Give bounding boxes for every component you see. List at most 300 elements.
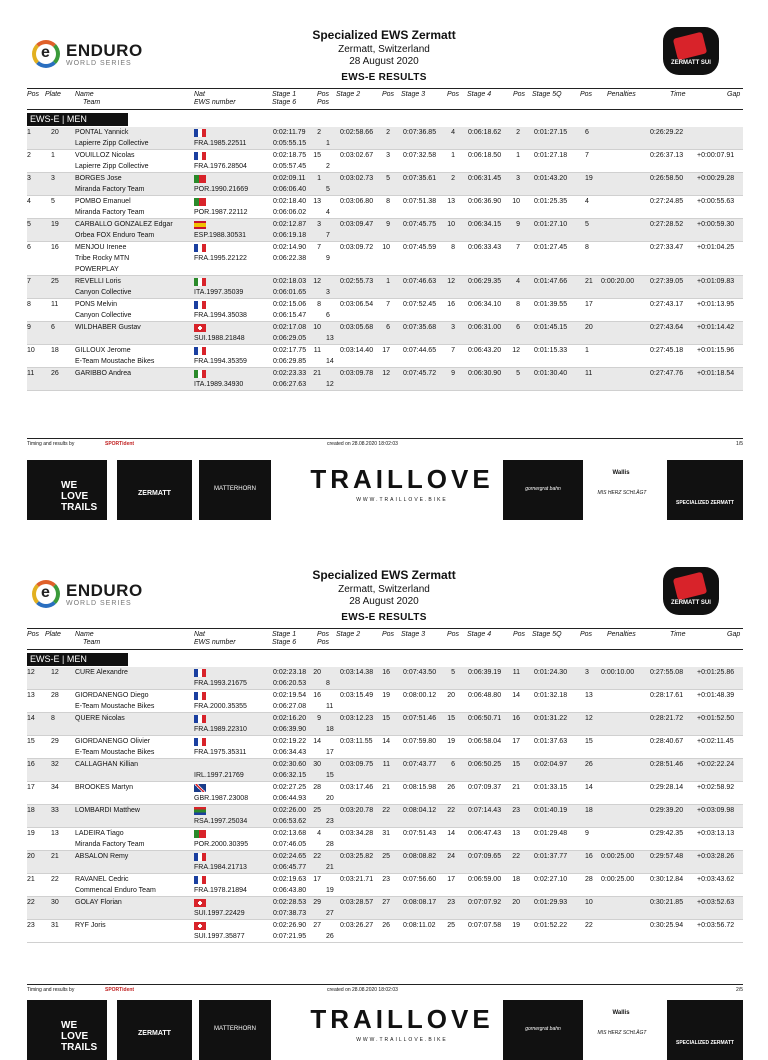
col-pos3: Pos: [447, 631, 460, 638]
cell-s3: 0:07:35.61: [403, 175, 437, 182]
cell-p3: 22: [447, 807, 455, 814]
cell-team: Canyon Collective: [75, 312, 132, 319]
gornergrat-logo: gornergrat bahn: [503, 1000, 583, 1060]
col-pos3: Pos: [447, 91, 460, 98]
cell-time: 0:26:29.22: [650, 129, 684, 136]
cell-time: 0:30:21.85: [650, 899, 684, 906]
cell-gap: +0:01:52.50: [697, 715, 735, 722]
col-pos6: Pos: [317, 99, 330, 106]
cell-name: POMBO Emanuel: [75, 198, 131, 205]
cell-plate: 33: [51, 807, 59, 814]
cell-p2: 9: [386, 221, 390, 228]
cell-p4: 17: [512, 738, 520, 745]
cell-s6: 0:06:45.77: [273, 864, 307, 871]
traillove-logo: TRAILLOVE: [310, 1004, 494, 1034]
cell-time: 0:27:28.52: [650, 221, 684, 228]
cell-time: 0:27:47.76: [650, 370, 684, 377]
cell-s4: 0:06:50.71: [468, 715, 502, 722]
matterhorn-logo: MATTERHORN: [199, 1000, 271, 1060]
category-label: EWS-E | MEN: [27, 113, 128, 126]
cell-s5: 0:01:52.22: [534, 922, 568, 929]
col-time: Time: [670, 91, 686, 98]
zermatt-logo: ZERMATT: [117, 1000, 192, 1060]
cell-s6: 0:06:44.93: [273, 795, 307, 802]
zermatt-badge-logo: ZERMATT SUI: [663, 27, 719, 75]
cell-p4: 11: [512, 669, 520, 676]
cell-plate: 16: [51, 244, 59, 251]
cell-p3: 20: [447, 692, 455, 699]
cell-pos: 21: [27, 876, 35, 883]
cell-time: 0:27:55.08: [650, 669, 684, 676]
event-title: Specialized EWS Zermatt: [312, 568, 456, 582]
flag-it-icon: [194, 370, 206, 378]
cell-name: CALLAGHAN Killian: [75, 761, 139, 768]
cell-p3: 7: [451, 347, 455, 354]
cell-p1: 25: [313, 807, 321, 814]
cell-s2: 0:03:12.23: [340, 715, 374, 722]
cell-p2: 2: [386, 129, 390, 136]
cell-p3: 14: [447, 830, 455, 837]
flag-fr-icon: [194, 244, 206, 252]
flag-fr-icon: [194, 301, 206, 309]
cell-time: 0:27:43.64: [650, 324, 684, 331]
cell-team: Miranda Factory Team: [75, 841, 145, 848]
flag-fr-icon: [194, 715, 206, 723]
col-stage5q: Stage 5Q: [532, 91, 562, 98]
table-row: [27, 322, 743, 345]
cell-p2: 22: [382, 807, 390, 814]
cell-plate: 20: [51, 129, 59, 136]
cell-gap: +0:03:43.62: [697, 876, 735, 883]
col-stage4: Stage 4: [467, 631, 492, 638]
cell-p4: 1: [516, 152, 520, 159]
cell-gap: +0:01:13.95: [697, 301, 735, 308]
cell-pos: 16: [27, 761, 35, 768]
cell-p4: 18: [512, 876, 520, 883]
cell-s4: 0:06:31.45: [468, 175, 502, 182]
flag-pt-icon: [194, 198, 206, 206]
cell-plate: 31: [51, 922, 59, 929]
cell-s6: 0:06:29.05: [273, 335, 307, 342]
event-date: 28 August 2020: [349, 596, 419, 607]
col-name: Name: [75, 631, 94, 638]
cell-s3: 0:07:45.59: [403, 244, 437, 251]
event-date: 28 August 2020: [349, 56, 419, 67]
cell-time: 0:28:21.72: [650, 715, 684, 722]
cell-name: QUERE Nicolas: [75, 715, 125, 722]
enduro-e-icon: e: [32, 580, 60, 608]
cell-ews: SUI.1997.35877: [194, 933, 245, 940]
cell-s2: 0:02:55.73: [340, 278, 374, 285]
cell-p1: 8: [317, 301, 321, 308]
cell-s1: 0:02:23.18: [273, 669, 307, 676]
flag-es-icon: [194, 221, 206, 229]
column-header: [27, 88, 743, 110]
cell-time: 0:30:25.94: [650, 922, 684, 929]
cell-name: REVELLI Loris: [75, 278, 121, 285]
table-row: [27, 196, 743, 219]
cell-p2: 27: [382, 899, 390, 906]
table-row: [27, 127, 743, 150]
cell-team: Lapierre Zipp Collective: [75, 140, 149, 147]
cell-p2: 23: [382, 876, 390, 883]
cell-s4: 0:06:58.04: [468, 738, 502, 745]
cell-p2: 21: [382, 784, 390, 791]
sponsor-banner: [27, 1000, 743, 1060]
cell-ews: SUI.1988.21848: [194, 335, 245, 342]
cell-s5: 0:02:04.97: [534, 761, 568, 768]
cell-p5: 14: [585, 784, 593, 791]
cell-p2: 19: [382, 692, 390, 699]
cell-s4: 0:06:34.10: [468, 301, 502, 308]
cell-p3: 15: [447, 715, 455, 722]
cell-s4: 0:06:34.15: [468, 221, 502, 228]
results-page-1: [0, 0, 768, 528]
cell-name: PONTAL Yannick: [75, 129, 129, 136]
table-row: [27, 920, 743, 943]
cell-name: MENJOU Irenee: [75, 244, 127, 251]
cell-s3: 0:08:00.12: [403, 692, 437, 699]
category-label: EWS-E | MEN: [27, 653, 128, 666]
zermatt-logo: ZERMATT: [117, 460, 192, 520]
cell-p2: 17: [382, 347, 390, 354]
cell-s4: 0:06:31.00: [468, 324, 502, 331]
cell-p3: 4: [451, 129, 455, 136]
cell-p3: 2: [451, 175, 455, 182]
cell-p4: 4: [516, 278, 520, 285]
col-nat: Nat: [194, 91, 205, 98]
cell-s6: 0:05:57.45: [273, 163, 307, 170]
cell-p1: 15: [313, 152, 321, 159]
cell-plate: 28: [51, 692, 59, 699]
cell-s3: 0:07:52.45: [403, 301, 437, 308]
cell-s3: 0:07:32.58: [403, 152, 437, 159]
cell-s1: 0:02:16.20: [273, 715, 307, 722]
cell-gap: +0:00:59.30: [697, 221, 735, 228]
cell-p4: 20: [512, 899, 520, 906]
cell-pos: 23: [27, 922, 35, 929]
cell-s1: 0:02:26.00: [273, 807, 307, 814]
col-ews: EWS number: [194, 639, 236, 646]
cell-name: VOUILLOZ Nicolas: [75, 152, 135, 159]
cell-pos: 9: [27, 324, 31, 331]
cell-ews: FRA.1993.21675: [194, 680, 247, 687]
cell-plate: 30: [51, 899, 59, 906]
cell-s3: 0:08:08.82: [403, 853, 437, 860]
cell-name: WILDHABER Gustav: [75, 324, 141, 331]
cell-p2: 31: [382, 830, 390, 837]
cell-ews: FRA.1994.35359: [194, 358, 247, 365]
traillove-logo: TRAILLOVE: [310, 464, 494, 494]
cell-name: GOLAY Florian: [75, 899, 122, 906]
col-pos4: Pos: [513, 91, 526, 98]
table-row: [27, 736, 743, 759]
cell-s3: 0:07:46.63: [403, 278, 437, 285]
col-stage3: Stage 3: [401, 91, 426, 98]
cell-time: 0:27:43.17: [650, 301, 684, 308]
cell-plate: 1: [51, 152, 55, 159]
cell-s1: 0:02:12.87: [273, 221, 307, 228]
cell-s6: 0:05:55.15: [273, 140, 307, 147]
cell-s1: 0:02:23.33: [273, 370, 307, 377]
cell-time: 0:27:33.47: [650, 244, 684, 251]
cell-p1: 20: [313, 669, 321, 676]
cell-s2: 0:03:34.28: [340, 830, 374, 837]
col-stage3: Stage 3: [401, 631, 426, 638]
cell-pos: 13: [27, 692, 35, 699]
cell-gap: +0:01:09.83: [697, 278, 735, 285]
wallis-slogan: MIS HERZ SCHLÄGT: [597, 490, 647, 496]
cell-gap: +0:03:13.13: [697, 830, 735, 837]
page-header: [0, 540, 768, 630]
we-love-trails-logo: WE LOVE TRAILS: [27, 460, 107, 520]
traillove-url: WWW.TRAILLOVE.BIKE: [356, 1037, 448, 1043]
cell-p6: 17: [326, 749, 334, 756]
cell-s4: 0:07:07.58: [468, 922, 502, 929]
event-location: Zermatt, Switzerland: [338, 584, 430, 595]
cell-s2: 0:03:09.75: [340, 761, 374, 768]
cell-time: 0:27:45.18: [650, 347, 684, 354]
cell-s6: 0:06:34.43: [273, 749, 307, 756]
cell-s6: 0:06:20.53: [273, 680, 307, 687]
col-stage4: Stage 4: [467, 91, 492, 98]
cell-ews: POR.1987.22112: [194, 209, 248, 216]
cell-p3: 12: [447, 278, 455, 285]
table-row: [27, 173, 743, 196]
cell-p6: 14: [326, 358, 334, 365]
we-love-trails-logo: WE LOVE TRAILS: [27, 1000, 107, 1060]
page-header: [0, 0, 768, 90]
cell-s5: 0:01:27.18: [534, 152, 568, 159]
cell-name: LOMBARDI Matthew: [75, 807, 140, 814]
cell-gap: +0:03:52.63: [697, 899, 735, 906]
cell-s3: 0:07:43.50: [403, 669, 437, 676]
cell-s4: 0:07:09.65: [468, 853, 502, 860]
cell-ews: POR.2000.30395: [194, 841, 249, 848]
cell-s1: 0:02:18.75: [273, 152, 307, 159]
cell-pos: 10: [27, 347, 35, 354]
cell-s5: 0:01:29.93: [534, 899, 568, 906]
cell-pos: 12: [27, 669, 35, 676]
table-row: [27, 828, 743, 851]
cell-p3: 16: [447, 301, 455, 308]
cell-p1: 3: [317, 221, 321, 228]
cell-plate: 8: [51, 715, 55, 722]
cell-gap: +0:03:56.72: [697, 922, 735, 929]
cell-s2: 0:03:09.78: [340, 370, 374, 377]
cell-s2: 0:03:28.57: [340, 899, 374, 906]
flag-ch-icon: [194, 324, 206, 332]
cell-p4: 23: [512, 807, 520, 814]
cell-s2: 0:03:09.72: [340, 244, 374, 251]
results-table: [27, 667, 743, 943]
cell-name: GIORDANENGO Olivier: [75, 738, 151, 745]
cell-p4: 6: [516, 324, 520, 331]
cell-s1: 0:02:13.68: [273, 830, 307, 837]
cell-ews: FRA.1985.22511: [194, 140, 247, 147]
page-footer: Timing and results by SPORTident created on 28.08.2020 18:02:03 1/5: [27, 438, 743, 449]
cell-p6: 26: [326, 933, 334, 940]
cell-time: 0:29:28.14: [650, 784, 684, 791]
col-pos2: Pos: [382, 91, 395, 98]
cell-team: Orbea FOX Enduro Team: [75, 232, 155, 239]
flag-fr-icon: [194, 129, 206, 137]
cell-p2: 16: [382, 669, 390, 676]
cell-time: 0:26:37.13: [650, 152, 684, 159]
cell-s4: 0:06:29.35: [468, 278, 502, 285]
cell-p4: 5: [516, 370, 520, 377]
cell-p1: 11: [313, 347, 321, 354]
cell-p1: 1: [317, 175, 321, 182]
cell-p1: 16: [313, 692, 321, 699]
cell-s5: 0:01:27.10: [534, 221, 568, 228]
page-footer: Timing and results by SPORTident created on 28.08.2020 18:02:03 2/5: [27, 984, 743, 995]
cell-p3: 23: [447, 899, 455, 906]
cell-p2: 6: [386, 324, 390, 331]
cell-p6: 15: [326, 772, 334, 779]
table-row: [27, 874, 743, 897]
cell-p5: 10: [585, 899, 593, 906]
col-pos4: Pos: [513, 631, 526, 638]
cell-pos: 14: [27, 715, 35, 722]
cell-s4: 0:06:33.43: [468, 244, 502, 251]
cell-s6: 0:06:15.47: [273, 312, 307, 319]
cell-s1: 0:02:15.06: [273, 301, 307, 308]
cell-pos: 19: [27, 830, 35, 837]
cell-p4: 16: [512, 715, 520, 722]
cell-s1: 0:02:19.22: [273, 738, 307, 745]
cell-s3: 0:07:51.38: [403, 198, 437, 205]
col-stage6: Stage 6: [272, 99, 297, 106]
cell-s4: 0:06:50.25: [468, 761, 502, 768]
flag-pt-icon: [194, 830, 206, 838]
cell-gap: +0:01:14.42: [697, 324, 735, 331]
cell-s2: 0:03:15.49: [340, 692, 374, 699]
cell-ews: POR.1990.21669: [194, 186, 249, 193]
zermatt-badge-logo: ZERMATT SUI: [663, 567, 719, 615]
cell-ews: FRA.1976.28504: [194, 163, 247, 170]
cell-name: GIORDANENGO Diego: [75, 692, 149, 699]
cell-gap: +0:01:18.54: [697, 370, 735, 377]
results-heading: EWS-E RESULTS: [341, 72, 427, 83]
flag-pt-icon: [194, 175, 206, 183]
cell-s1: 0:02:18.03: [273, 278, 307, 285]
cell-s6: 0:06:39.90: [273, 726, 307, 733]
cell-p6: 4: [326, 209, 330, 216]
cell-p6: 19: [326, 887, 334, 894]
cell-s6: 0:07:21.95: [273, 933, 307, 940]
cell-p1: 9: [317, 715, 321, 722]
col-ews: EWS number: [194, 99, 236, 106]
cell-gap: +0:02:58.92: [697, 784, 735, 791]
cell-ews: FRA.1989.22310: [194, 726, 247, 733]
cell-name: RAVANEL Cedric: [75, 876, 129, 883]
cell-p5: 8: [585, 244, 589, 251]
cell-p5: 22: [585, 922, 593, 929]
cell-s5: 0:01:31.22: [534, 715, 568, 722]
cell-s5: 0:02:27.10: [534, 876, 568, 883]
cell-p6: 11: [326, 703, 334, 710]
cell-p3: 17: [447, 876, 455, 883]
cell-p3: 24: [447, 853, 455, 860]
cell-p1: 27: [313, 922, 321, 929]
cell-gap: +0:00:07.91: [697, 152, 735, 159]
cell-s5: 0:01:43.20: [534, 175, 568, 182]
table-row: [27, 782, 743, 805]
cell-s3: 0:07:44.65: [403, 347, 437, 354]
cell-s3: 0:07:45.72: [403, 370, 437, 377]
event-location: Zermatt, Switzerland: [338, 44, 430, 55]
cell-plate: 25: [51, 278, 59, 285]
specialized-zermatt-logo: SPECIALIZED ZERMATT: [667, 1000, 743, 1060]
cell-p4: 19: [512, 922, 520, 929]
col-pos1: Pos: [317, 91, 330, 98]
cell-s5: 0:01:37.77: [534, 853, 568, 860]
cell-pen: 0:00:25.00: [601, 853, 635, 860]
cell-s4: 0:07:14.43: [468, 807, 502, 814]
cell-s3: 0:07:59.80: [403, 738, 437, 745]
cell-pos: 1: [27, 129, 31, 136]
cell-s1: 0:02:18.40: [273, 198, 307, 205]
cell-p1: 12: [313, 278, 321, 285]
table-row: [27, 368, 743, 391]
cell-p5: 12: [585, 715, 593, 722]
cell-s3: 0:07:35.68: [403, 324, 437, 331]
cell-plate: 12: [51, 669, 59, 676]
cell-pos: 11: [27, 370, 35, 377]
cell-plate: 5: [51, 198, 55, 205]
cell-time: 0:30:12.84: [650, 876, 684, 883]
cell-s1: 0:02:24.65: [273, 853, 307, 860]
cell-s4: 0:06:30.90: [468, 370, 502, 377]
flag-gb-icon: [194, 784, 206, 792]
cell-gap: +0:00:29.28: [697, 175, 735, 182]
cell-p3: 5: [451, 669, 455, 676]
cell-s2: 0:03:09.47: [340, 221, 374, 228]
cell-ews: GBR.1987.23008: [194, 795, 249, 802]
col-plate: Plate: [45, 631, 61, 638]
table-row: [27, 805, 743, 828]
col-pos5: Pos: [580, 91, 593, 98]
cell-name: LADEIRA Tiago: [75, 830, 124, 837]
cell-pos: 18: [27, 807, 35, 814]
cell-plate: 22: [51, 876, 59, 883]
cell-s4: 0:07:07.92: [468, 899, 502, 906]
cell-plate: 6: [51, 324, 55, 331]
cell-s1: 0:02:28.53: [273, 899, 307, 906]
cell-s3: 0:08:15.98: [403, 784, 437, 791]
cell-name: CARBALLO GONZALEZ Edgar: [75, 221, 173, 228]
cell-p5: 1: [585, 347, 589, 354]
cell-s4: 0:06:48.80: [468, 692, 502, 699]
cell-p5: 4: [585, 198, 589, 205]
cell-s2: 0:03:25.82: [340, 853, 374, 860]
cell-pos: 2: [27, 152, 31, 159]
cell-p4: 13: [512, 830, 520, 837]
cell-team: Lapierre Zipp Collective: [75, 163, 149, 170]
col-penalties: Penalties: [607, 631, 636, 638]
cell-gap: +0:03:28.26: [697, 853, 735, 860]
cell-p4: 2: [516, 129, 520, 136]
cell-s6: 0:06:19.18: [273, 232, 307, 239]
cell-time: 0:27:24.85: [650, 198, 684, 205]
cell-pos: 4: [27, 198, 31, 205]
cell-plate: 26: [51, 370, 59, 377]
cell-gap: +0:01:04.25: [697, 244, 735, 251]
cell-p1: 21: [313, 370, 321, 377]
cell-team: E-Team Moustache Bikes: [75, 703, 155, 710]
cell-ews: ESP.1988.30531: [194, 232, 247, 239]
